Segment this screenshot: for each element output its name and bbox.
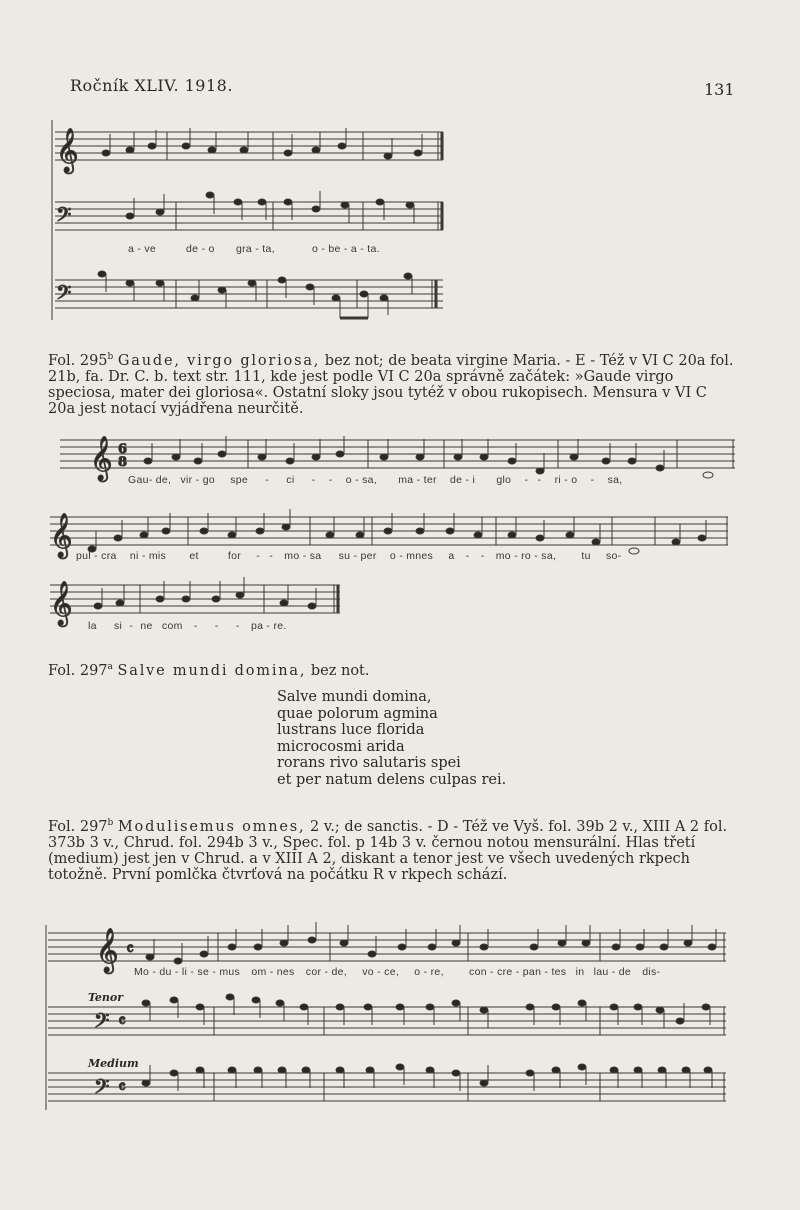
svg-text:𝄞: 𝄞: [50, 513, 73, 557]
lyric-syllable: -: [524, 474, 529, 486]
lyric-syllable: -: [235, 620, 240, 632]
entry-text: bez not.: [310, 662, 370, 679]
lyric-syllable: Mo - du - li - se - mus: [134, 966, 241, 978]
entry-title: Modulisemus omnes,: [117, 818, 306, 835]
lyric-syllable: -: [193, 620, 198, 632]
folio-ref: Fol. 295: [48, 352, 108, 369]
lyric-syllable: -: [256, 550, 261, 562]
lyric-syllable: glo: [496, 474, 512, 486]
lyric-syllable: de - i: [450, 474, 476, 486]
lyric-syllable: -: [328, 474, 333, 486]
lyric-syllable: -: [129, 620, 134, 632]
lyric-syllable: Gau- de,: [128, 474, 172, 486]
lyric-syllable: for: [227, 550, 242, 562]
journal-header: Ročník XLIV. 1918.: [70, 76, 233, 95]
folio-ref: Fol. 297: [48, 662, 108, 679]
staff-1-notes: [102, 128, 422, 159]
entry-modulisemus: [48, 815, 738, 883]
lyric-syllable: com: [161, 620, 183, 632]
lyric-syllable: cor - de,: [305, 966, 347, 978]
lyric-syllable: con - cre - pan - tes: [469, 966, 567, 978]
lyric-syllable: o - mnes: [389, 550, 434, 562]
lyric-syllable: gra - ta,: [236, 243, 275, 255]
lyric-syllable: om - nes: [251, 966, 295, 978]
lyric-syllable: o - be - a - ta.: [312, 243, 380, 255]
lyric-syllable: -: [537, 474, 542, 486]
svg-text:𝄴: 𝄴: [118, 1011, 127, 1032]
staff-2-notes: [126, 191, 414, 223]
lyric-syllable: pul - cra: [76, 550, 117, 562]
lyric-syllable: ma - ter: [398, 474, 437, 486]
voice-label-medium: Medium: [88, 1057, 139, 1070]
entry-title: Salve mundi domina,: [117, 662, 307, 679]
lyric-syllable: -: [269, 550, 274, 562]
lyric-syllable: si: [114, 620, 123, 632]
entry-title: Gaude, virgo gloriosa,: [117, 352, 321, 369]
poem-line: microcosmi arida: [277, 738, 405, 755]
lyric-syllable: so-: [606, 550, 622, 562]
svg-text:𝄞: 𝄞: [50, 581, 73, 625]
lyric-syllable: -: [590, 474, 595, 486]
lyric-syllable: ci: [286, 474, 295, 486]
svg-text:𝄴: 𝄴: [126, 939, 135, 960]
lyric-syllable: ri - o: [554, 474, 578, 486]
entry-text: 2 v.; de sanctis. - D - Též ve Vyš. fol. 39b 2 v., XIII A 2 fol. 373b 3 v., Chrud. fol. 294b 3 v., Spec. fol. p 14b 3 v. černou notou mensurální. Hlas třetí (medium) jest jen v Chrud. a v XIII A 2, diskant a tenor jest ve všech uvedených rkpech totožně. První pomlčka čtvrťová na počátku R v rkpech schází.: [48, 818, 728, 883]
lyric-syllable: dis-: [642, 966, 661, 978]
svg-text:𝄞: 𝄞: [96, 928, 119, 972]
lyric-syllable: -: [311, 474, 316, 486]
lyric-syllable: -: [265, 474, 270, 486]
lyric-syllable: tu: [581, 550, 591, 562]
poem-line: et per natum delens culpas rei.: [277, 771, 507, 788]
gaude-lyrics-line-2: [76, 550, 622, 562]
folio-ref: Fol. 297: [48, 818, 108, 835]
staff-2-lines: [55, 202, 443, 230]
lyric-syllable: -: [480, 550, 485, 562]
folio-sup: b: [107, 818, 114, 828]
svg-text:𝄢: 𝄢: [94, 1075, 110, 1103]
lyric-syllable: la: [88, 620, 97, 632]
svg-text:𝄢: 𝄢: [56, 281, 72, 309]
lyric-syllable: vo - ce,: [362, 966, 400, 978]
folio-sup: a: [107, 662, 113, 672]
svg-text:𝄴: 𝄴: [118, 1077, 127, 1098]
modulisemus-tenor-notes: [142, 994, 710, 1028]
entry-salve: [48, 659, 738, 679]
poem: [277, 689, 506, 788]
poem-line: lustrans luce florida: [277, 722, 425, 738]
svg-text:8: 8: [118, 455, 128, 470]
svg-text:𝄞: 𝄞: [90, 436, 113, 480]
gaude-lyrics-line-1: [128, 474, 623, 486]
lyric-syllable: vir - go: [180, 474, 215, 486]
treble-clef-icon: 𝄞: [56, 128, 79, 172]
lyric-syllable: de - o: [186, 243, 215, 255]
lyric-syllable: spe: [230, 474, 249, 486]
music-system-1: [0, 110, 800, 330]
poem-line: quae polorum agmina: [277, 705, 438, 722]
modulisemus-lyrics: [134, 966, 660, 978]
entry-text: bez not; de beata virgine Maria. - E - Též v VI C 20a fol. 21b, fa. Dr. C. b. text str. 111, kde jest podle VI C 20a správně začátek: »Gaude virgo speciosa, mater dei gloriosa«. Ostatní sloky jsou tytéž v obou rukopisech. Mensura v VI C 20a jest notací vyjádřena neurčitě.: [48, 352, 734, 417]
lyric-syllable: sa,: [607, 474, 623, 486]
lyric-syllable: su - per: [338, 550, 377, 562]
gaude-line-3-notes: [94, 577, 316, 609]
lyric-syllable: ni - mis: [129, 550, 167, 562]
lyric-syllable: mo - ro - sa,: [495, 550, 557, 562]
folio-sup: b: [107, 352, 114, 362]
lyric-syllable: mo - sa: [284, 550, 322, 562]
lyric-syllable: lau - de: [593, 966, 632, 978]
svg-text:𝄢: 𝄢: [94, 1009, 110, 1037]
poem-line: Salve mundi domina,: [277, 689, 432, 705]
lyric-syllable: pa - re.: [250, 620, 287, 632]
lyric-syllable: a: [448, 550, 455, 562]
voice-label-tenor: Tenor: [88, 991, 124, 1004]
bass-clef-icon: 𝄢: [56, 203, 72, 231]
lyric-syllable: o - re,: [414, 966, 444, 978]
svg-text:6: 6: [118, 442, 128, 457]
lyric-syllable: -: [465, 550, 470, 562]
lyric-syllable: a - ve: [128, 243, 157, 255]
gaude-lyrics-line-3: [88, 620, 287, 632]
music-modulisemus: [0, 915, 800, 1115]
page-number: 131: [704, 80, 735, 99]
modulisemus-discant-notes: [146, 922, 716, 964]
lyric-syllable: ne: [140, 620, 153, 632]
poem-line: rorans rivo salutaris spei: [277, 755, 461, 771]
entry-gaude: [48, 349, 738, 417]
lyric-syllable: in: [575, 966, 585, 978]
gaude-line-1-notes: [144, 436, 713, 478]
lyric-syllable: -: [214, 620, 219, 632]
lyric-syllable: et: [189, 550, 199, 562]
music-gaude: [0, 425, 800, 635]
lyric-syllable: o - sa,: [345, 474, 377, 486]
